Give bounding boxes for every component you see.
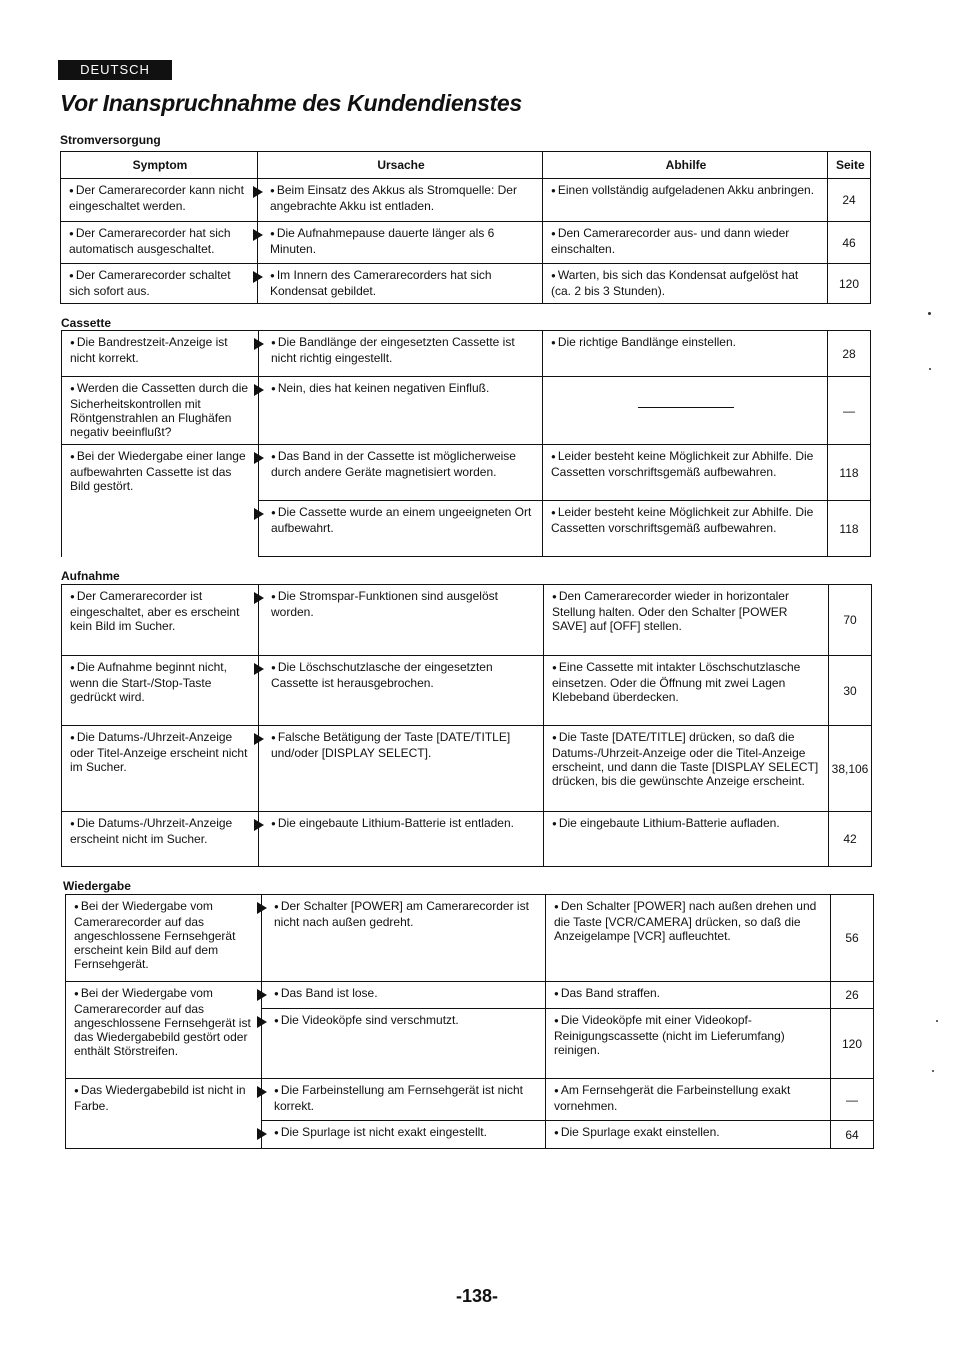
symptom-text: ● Der Camerarecorder schaltet sich sofort aus. [69,268,231,298]
symptom-text: ● Der Camerarecorder ist eingeschaltet, aber es erscheint kein Bild im Sucher. [70,589,239,633]
table-row [66,1079,874,1121]
remedy-text: ● Die Spurlage exakt einstellen. [554,1125,720,1139]
table-row [62,726,872,812]
table-row [61,264,871,304]
page-reference: 70 [829,585,872,656]
column-header-remedy: Abhilfe [543,152,828,179]
symptom-text: ● Die Bandrestzeit-Anzeige ist nicht korrekt. [70,335,228,365]
arrow-right-icon [254,338,264,350]
cause-cell [262,982,546,1009]
cause-cell [259,331,543,377]
symptom-cell [62,331,259,377]
cause-text: ● Falsche Betätigung der Taste [DATE/TITLE] und/oder [DISPLAY SELECT]. [271,730,510,760]
remedy-cell [546,1009,831,1079]
remedy-text: ● Leider besteht keine Möglichkeit zur Abhilfe. Die Cassetten vorschriftsgemäß aufbewahren. [551,449,813,479]
page-reference: 24 [828,179,871,222]
cause-cell [262,1079,546,1121]
table-row [62,812,872,867]
symptom-cell [66,895,262,982]
remedy-text: ● Eine Cassette mit intakter Löschschutzlasche einsetzen. Oder die Öffnung mit zwei Lagen Klebeband überdecken. [552,660,800,704]
cause-cell [258,264,543,304]
remedy-text: ● Warten, bis sich das Kondensat aufgelöst hat (ca. 2 bis 3 Stunden). [551,268,798,298]
page-reference: 120 [831,1009,874,1079]
remedy-cell [544,812,829,867]
remedy-cell [543,222,828,264]
symptom-text: ● Bei der Wiedergabe einer lange aufbewahrten Cassette ist das Bild gestört. [70,449,246,493]
arrow-right-icon [254,384,264,396]
table-playback [65,894,874,1149]
symptom-cell [62,812,259,867]
column-header-page: Seite [828,152,871,179]
section-label-recording: Aufnahme [61,569,120,583]
remedy-text: ● Die eingebaute Lithium-Batterie aufladen. [552,816,780,830]
language-tag: DEUTSCH [58,60,172,80]
cause-text: ● Das Band ist lose. [274,986,378,1000]
scan-speck [929,368,931,370]
remedy-text: ● Am Fernsehgerät die Farbeinstellung exakt vornehmen. [554,1083,790,1113]
cause-cell [262,1121,546,1149]
remedy-cell [543,501,828,557]
table-header-row [61,152,871,179]
symptom-text: ● Die Datums-/Uhrzeit-Anzeige erscheint nicht im Sucher. [70,816,232,846]
page-title: Vor Inanspruchnahme des Kundendienstes [60,90,522,116]
table-row [61,222,871,264]
arrow-right-icon [257,1128,267,1140]
symptom-text: ● Das Wiedergabebild ist nicht in Farbe. [74,1083,246,1113]
page-reference: 26 [831,982,874,1009]
cause-text: ● Die Löschschutzlasche der eingesetzten Cassette ist herausgebrochen. [271,660,493,690]
page-reference: 118 [828,501,871,557]
cause-text: ● Die Farbeinstellung am Fernsehgerät ist nicht korrekt. [274,1083,523,1113]
symptom-cell [61,264,258,304]
page-reference: 38,106 [829,726,872,812]
symptom-cell [61,179,258,222]
cause-text: ● Die Stromspar-Funktionen sind ausgelöst worden. [271,589,498,619]
table-cassette [61,330,871,557]
table-row [62,377,871,445]
remedy-cell [543,445,828,501]
cause-text: ● Der Schalter [POWER] am Camerarecorder ist nicht nach außen gedreht. [274,899,529,929]
symptom-text: ● Der Camerarecorder kann nicht eingeschaltet werden. [69,183,244,213]
arrow-right-icon [257,989,267,1001]
symptom-cell [61,222,258,264]
page-reference: 42 [829,812,872,867]
arrow-right-icon [257,1016,267,1028]
page-reference: 28 [828,331,871,377]
cause-cell [258,222,543,264]
scan-speck [928,312,931,315]
table-row [62,585,872,656]
section-label-power: Stromversorgung [60,133,161,147]
table-recording [61,584,872,867]
cause-text: ● Die eingebaute Lithium-Batterie ist entladen. [271,816,514,830]
page-reference: 118 [828,445,871,501]
table-row [62,331,871,377]
cause-cell [259,377,543,445]
arrow-right-icon [254,508,264,520]
cause-cell [259,585,544,656]
page-reference: 64 [831,1121,874,1149]
cause-text: ● Die Aufnahmepause dauerte länger als 6 Minuten. [270,226,494,256]
page-reference: 120 [828,264,871,304]
remedy-text: ● Einen vollständig aufgeladenen Akku anbringen. [551,183,814,197]
symptom-cell [66,982,262,1079]
arrow-right-icon [254,819,264,831]
remedy-text: ● Die richtige Bandlänge einstellen. [551,335,736,349]
page-reference: — [828,377,871,445]
arrow-right-icon [253,271,263,283]
cause-text: ● Die Spurlage ist nicht exakt eingestellt. [274,1125,487,1139]
page-reference: 56 [831,895,874,982]
arrow-right-icon [253,186,263,198]
page-reference: — [831,1079,874,1121]
scan-speck [936,1020,938,1022]
symptom-text: ● Die Datums-/Uhrzeit-Anzeige oder Titel-Anzeige erscheint nicht im Sucher. [70,730,247,774]
table-row [66,982,874,1009]
column-header-cause: Ursache [258,152,543,179]
remedy-cell [543,264,828,304]
table-row [62,656,872,726]
cause-text: ● Das Band in der Cassette ist möglicherweise durch andere Geräte magnetisiert worden. [271,449,516,479]
remedy-text: ● Das Band straffen. [554,986,660,1000]
remedy-text: ● Leider besteht keine Möglichkeit zur Abhilfe. Die Cassetten vorschriftsgemäß aufbewahren. [551,505,813,535]
table-power [60,151,871,304]
page-reference: 30 [829,656,872,726]
page-number: -138- [455,1286,499,1306]
symptom-text: ● Der Camerarecorder hat sich automatisch ausgeschaltet. [69,226,231,256]
symptom-text: ● Bei der Wiedergabe vom Camerarecorder auf das angeschlossene Fernsehgerät erscheint kein Bild auf dem Fernsehgerät. [74,899,235,971]
cause-cell [259,656,544,726]
remedy-text: ● Den Schalter [POWER] nach außen drehen und die Taste [VCR/CAMERA] drücken, so daß die Anzeigelampe [VCR] aufleuchtet. [554,899,816,943]
remedy-text: ● Die Videoköpfe mit einer Videokopf-Reinigungscassette (nicht im Lieferumfang) reinigen. [554,1013,785,1057]
cause-text: ● Die Cassette wurde an einem ungeeigneten Ort aufbewahrt. [271,505,531,535]
remedy-cell [546,895,831,982]
cause-cell [259,501,543,557]
scan-speck [932,1070,934,1072]
remedy-text: ● Den Camerarecorder aus- und dann wieder einschalten. [551,226,789,256]
table-row [66,895,874,982]
remedy-cell [544,585,829,656]
cause-cell [259,726,544,812]
cause-cell [262,1009,546,1079]
remedy-cell [546,1079,831,1121]
arrow-right-icon [254,663,264,675]
symptom-text: ● Werden die Cassetten durch die Sicherheitskontrollen mit Röntgenstrahlen an Flughäfen negativ beeinflußt? [70,381,248,439]
section-label-playback: Wiedergabe [63,879,131,893]
cause-text: ● Im Innern des Camerarecorders hat sich Kondensat gebildet. [270,268,492,298]
remedy-cell [546,982,831,1009]
cause-text: ● Nein, dies hat keinen negativen Einfluß. [271,381,489,395]
page-reference: 46 [828,222,871,264]
cause-text: ● Die Bandlänge der eingesetzten Cassette ist nicht richtig eingestellt. [271,335,515,365]
remedy-cell [544,726,829,812]
arrow-right-icon [257,902,267,914]
cause-cell [259,812,544,867]
remedy-cell [543,377,828,445]
symptom-cell [62,377,259,445]
arrow-right-icon [254,733,264,745]
table-row [62,445,871,501]
arrow-right-icon [257,1086,267,1098]
remedy-cell [546,1121,831,1149]
remedy-cell [544,656,829,726]
cause-text: ● Die Videoköpfe sind verschmutzt. [274,1013,459,1027]
table-row [61,179,871,222]
cause-text: ● Beim Einsatz des Akkus als Stromquelle: Der angebrachte Akku ist entladen. [270,183,517,213]
arrow-right-icon [254,452,264,464]
no-remedy-line [638,407,734,408]
remedy-text: ● Den Camerarecorder wieder in horizontaler Stellung halten. Oder den Schalter [POWER SAVE] auf [OFF] stellen. [552,589,789,633]
symptom-cell [66,1079,262,1149]
cause-cell [258,179,543,222]
section-label-cassette: Cassette [61,316,112,330]
remedy-cell [543,331,828,377]
cause-cell [262,895,546,982]
symptom-cell [62,726,259,812]
remedy-text: ● Die Taste [DATE/TITLE] drücken, so daß die Datums-/Uhrzeit-Anzeige oder die Titel-Anzeige erscheint, und dann die Taste [DISPLAY SELECT] drücken, bis die gewünschte Anzeige erscheint. [552,730,818,788]
arrow-right-icon [254,592,264,604]
symptom-cell [62,445,259,557]
column-header-symptom: Symptom [61,152,258,179]
remedy-cell [543,179,828,222]
symptom-cell [62,585,259,656]
arrow-right-icon [253,229,263,241]
symptom-cell [62,656,259,726]
cause-cell [259,445,543,501]
symptom-text: ● Bei der Wiedergabe vom Camerarecorder auf das angeschlossene Fernsehgerät ist das Wiedergabebild gestört oder enthält Störstreifen. [74,986,251,1058]
symptom-text: ● Die Aufnahme beginnt nicht, wenn die Start-/Stop-Taste gedrückt wird. [70,660,227,704]
